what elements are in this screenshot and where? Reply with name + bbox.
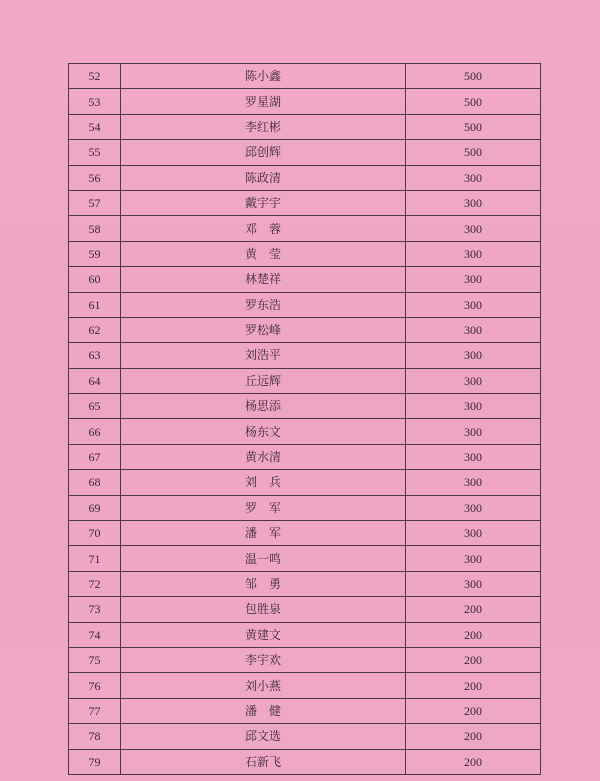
name-cell: 温一鸣 (121, 546, 406, 571)
amount-cell: 300 (406, 241, 541, 266)
amount-cell: 500 (406, 140, 541, 165)
amount-cell: 300 (406, 521, 541, 546)
amount-cell: 500 (406, 114, 541, 139)
amount-cell: 200 (406, 673, 541, 698)
row-number-cell: 76 (69, 673, 121, 698)
table-row (69, 114, 541, 139)
row-number-cell: 73 (69, 597, 121, 622)
row-number-cell: 56 (69, 165, 121, 190)
row-number-cell: 60 (69, 267, 121, 292)
row-number-cell: 66 (69, 419, 121, 444)
table-row (69, 749, 541, 774)
table-row (69, 343, 541, 368)
amount-cell: 300 (406, 470, 541, 495)
table-row (69, 292, 541, 317)
row-number-cell: 78 (69, 724, 121, 749)
amount-cell: 500 (406, 64, 541, 89)
name-cell: 邹 勇 (121, 571, 406, 596)
row-number-cell: 58 (69, 216, 121, 241)
row-number-cell: 53 (69, 89, 121, 114)
table-row (69, 470, 541, 495)
amount-cell: 300 (406, 571, 541, 596)
table-row (69, 647, 541, 672)
table-row (69, 495, 541, 520)
amount-cell: 200 (406, 597, 541, 622)
row-number-cell: 77 (69, 698, 121, 723)
row-number-cell: 57 (69, 190, 121, 215)
name-cell: 潘 健 (121, 698, 406, 723)
name-cell: 陈小鑫 (121, 64, 406, 89)
row-number-cell: 65 (69, 394, 121, 419)
name-cell: 林楚祥 (121, 267, 406, 292)
amount-cell: 300 (406, 292, 541, 317)
amount-cell: 300 (406, 444, 541, 469)
name-cell: 罗星湖 (121, 89, 406, 114)
row-number-cell: 54 (69, 114, 121, 139)
row-number-cell: 59 (69, 241, 121, 266)
name-cell: 邓 蓉 (121, 216, 406, 241)
table-row (69, 64, 541, 89)
name-cell: 黄 莹 (121, 241, 406, 266)
name-cell: 邱文选 (121, 724, 406, 749)
name-cell: 黄水清 (121, 444, 406, 469)
name-cell: 杨思添 (121, 394, 406, 419)
donor-table-body (69, 64, 541, 775)
table-row (69, 419, 541, 444)
name-cell: 陈政清 (121, 165, 406, 190)
amount-cell: 300 (406, 394, 541, 419)
name-cell: 刘浩平 (121, 343, 406, 368)
table-row (69, 317, 541, 342)
row-number-cell: 61 (69, 292, 121, 317)
table-row (69, 444, 541, 469)
table-row (69, 190, 541, 215)
name-cell: 潘 军 (121, 521, 406, 546)
name-cell: 罗松峰 (121, 317, 406, 342)
name-cell: 李宇欢 (121, 647, 406, 672)
amount-cell: 300 (406, 216, 541, 241)
row-number-cell: 55 (69, 140, 121, 165)
name-cell: 罗东浩 (121, 292, 406, 317)
table-row (69, 267, 541, 292)
name-cell: 黄建文 (121, 622, 406, 647)
table-row (69, 571, 541, 596)
amount-cell: 200 (406, 698, 541, 723)
amount-cell: 200 (406, 749, 541, 774)
name-cell: 杨东文 (121, 419, 406, 444)
name-cell: 李红彬 (121, 114, 406, 139)
row-number-cell: 64 (69, 368, 121, 393)
row-number-cell: 72 (69, 571, 121, 596)
name-cell: 丘远辉 (121, 368, 406, 393)
amount-cell: 300 (406, 267, 541, 292)
amount-cell: 200 (406, 622, 541, 647)
row-number-cell: 74 (69, 622, 121, 647)
donor-table (68, 63, 541, 775)
table-row (69, 673, 541, 698)
amount-cell: 500 (406, 89, 541, 114)
name-cell: 刘 兵 (121, 470, 406, 495)
amount-cell: 300 (406, 495, 541, 520)
table-row (69, 89, 541, 114)
name-cell: 戴宇宇 (121, 190, 406, 215)
row-number-cell: 68 (69, 470, 121, 495)
table-row (69, 241, 541, 266)
name-cell: 石新飞 (121, 749, 406, 774)
name-cell: 邱创辉 (121, 140, 406, 165)
amount-cell: 300 (406, 368, 541, 393)
row-number-cell: 62 (69, 317, 121, 342)
table-row (69, 140, 541, 165)
table-row (69, 165, 541, 190)
table-row (69, 368, 541, 393)
table-row (69, 394, 541, 419)
table-row (69, 622, 541, 647)
table-row (69, 521, 541, 546)
table-row (69, 546, 541, 571)
row-number-cell: 63 (69, 343, 121, 368)
amount-cell: 300 (406, 419, 541, 444)
amount-cell: 300 (406, 343, 541, 368)
name-cell: 罗 军 (121, 495, 406, 520)
name-cell: 刘小燕 (121, 673, 406, 698)
row-number-cell: 67 (69, 444, 121, 469)
amount-cell: 300 (406, 190, 541, 215)
table-row (69, 724, 541, 749)
amount-cell: 300 (406, 165, 541, 190)
amount-cell: 200 (406, 724, 541, 749)
amount-cell: 200 (406, 647, 541, 672)
amount-cell: 300 (406, 317, 541, 342)
name-cell: 包胜泉 (121, 597, 406, 622)
row-number-cell: 71 (69, 546, 121, 571)
table-row (69, 597, 541, 622)
table-row (69, 216, 541, 241)
row-number-cell: 69 (69, 495, 121, 520)
row-number-cell: 52 (69, 64, 121, 89)
row-number-cell: 70 (69, 521, 121, 546)
row-number-cell: 75 (69, 647, 121, 672)
amount-cell: 300 (406, 546, 541, 571)
table-row (69, 698, 541, 723)
row-number-cell: 79 (69, 749, 121, 774)
